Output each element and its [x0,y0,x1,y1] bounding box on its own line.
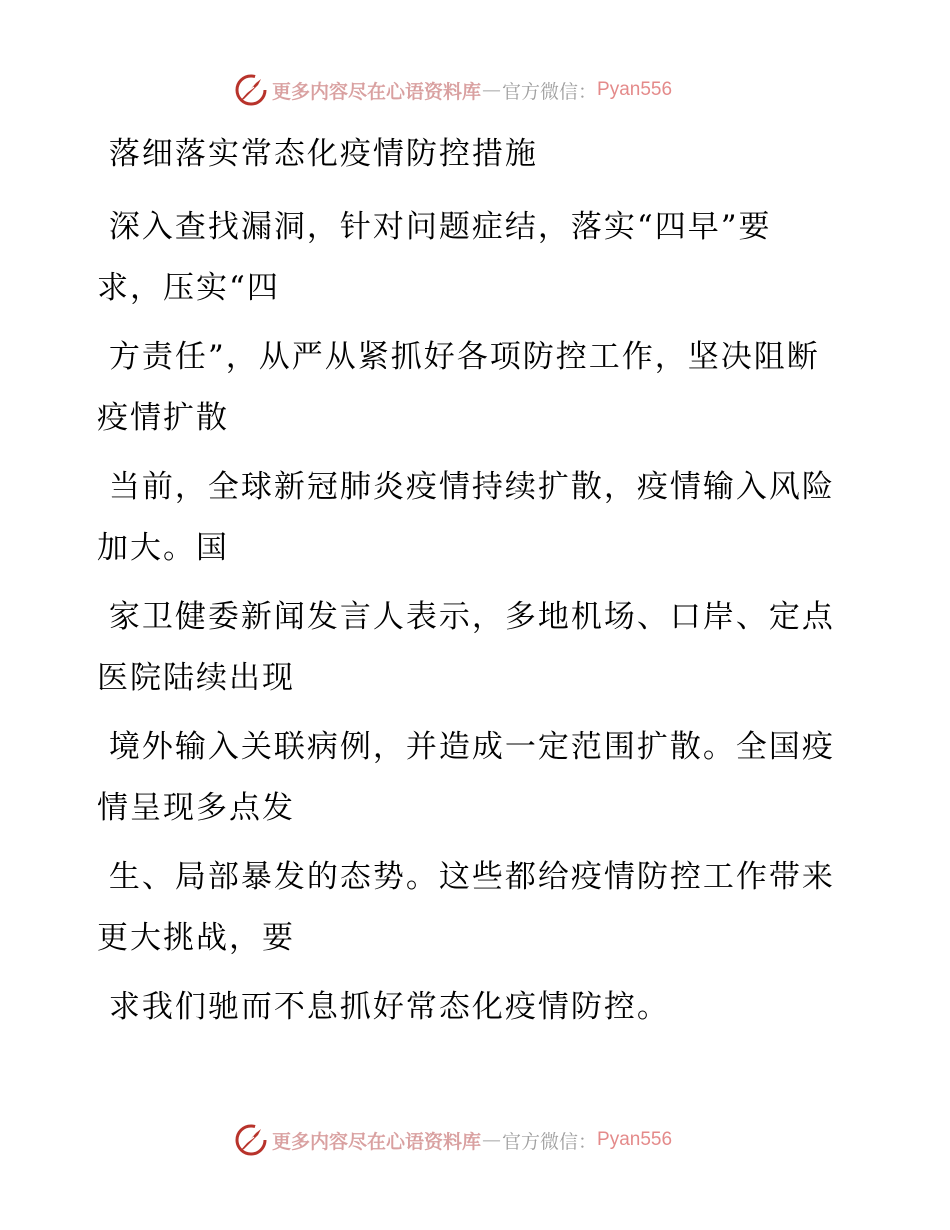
watermark-wechat-label: 官方微信： [502,1130,598,1153]
watermark-site-name: 更多内容尽在心语资料库 [272,1130,482,1153]
footer-watermark [234,1122,672,1158]
quill-pen-circle-icon [234,73,268,107]
paragraph: 求我们驰而不息抓好常态化疫情防控。 [97,989,670,1025]
watermark-wechat-label: 官方微信： [502,80,598,103]
quill-pen-circle-icon [234,1123,268,1157]
paragraph: 生、局部暴发的态势。这些都给疫情防控工作带来更大挑战，要 [97,859,835,956]
watermark-wechat-id: Pyan556 [597,1129,673,1150]
paragraph: 家卫健委新闻发言人表示，多地机场、口岸、定点医院陆续出现 [97,599,835,696]
watermark-site-name: 更多内容尽在心语资料库 [272,80,482,103]
paragraph: 深入查找漏洞，针对问题症结，落实“四早”要求，压实“四 [97,209,772,306]
header-watermark [234,72,672,108]
paragraph: 境外输入关联病例，并造成一定范围扩散。全国疫情呈现多点发 [97,729,835,826]
document-title: 落细落实常态化疫情防控措施 [97,136,538,172]
watermark-dash: — [482,79,502,101]
paragraph: 当前，全球新冠肺炎疫情持续扩散，疫情输入风险加大。国 [97,469,835,566]
watermark-wechat-id: Pyan556 [597,79,673,100]
watermark-dash: — [482,1129,502,1151]
document-body [97,124,837,1038]
paragraph: 方责任”，从严从紧抓好各项防控工作，坚决阻断疫情扩散 [97,339,820,436]
